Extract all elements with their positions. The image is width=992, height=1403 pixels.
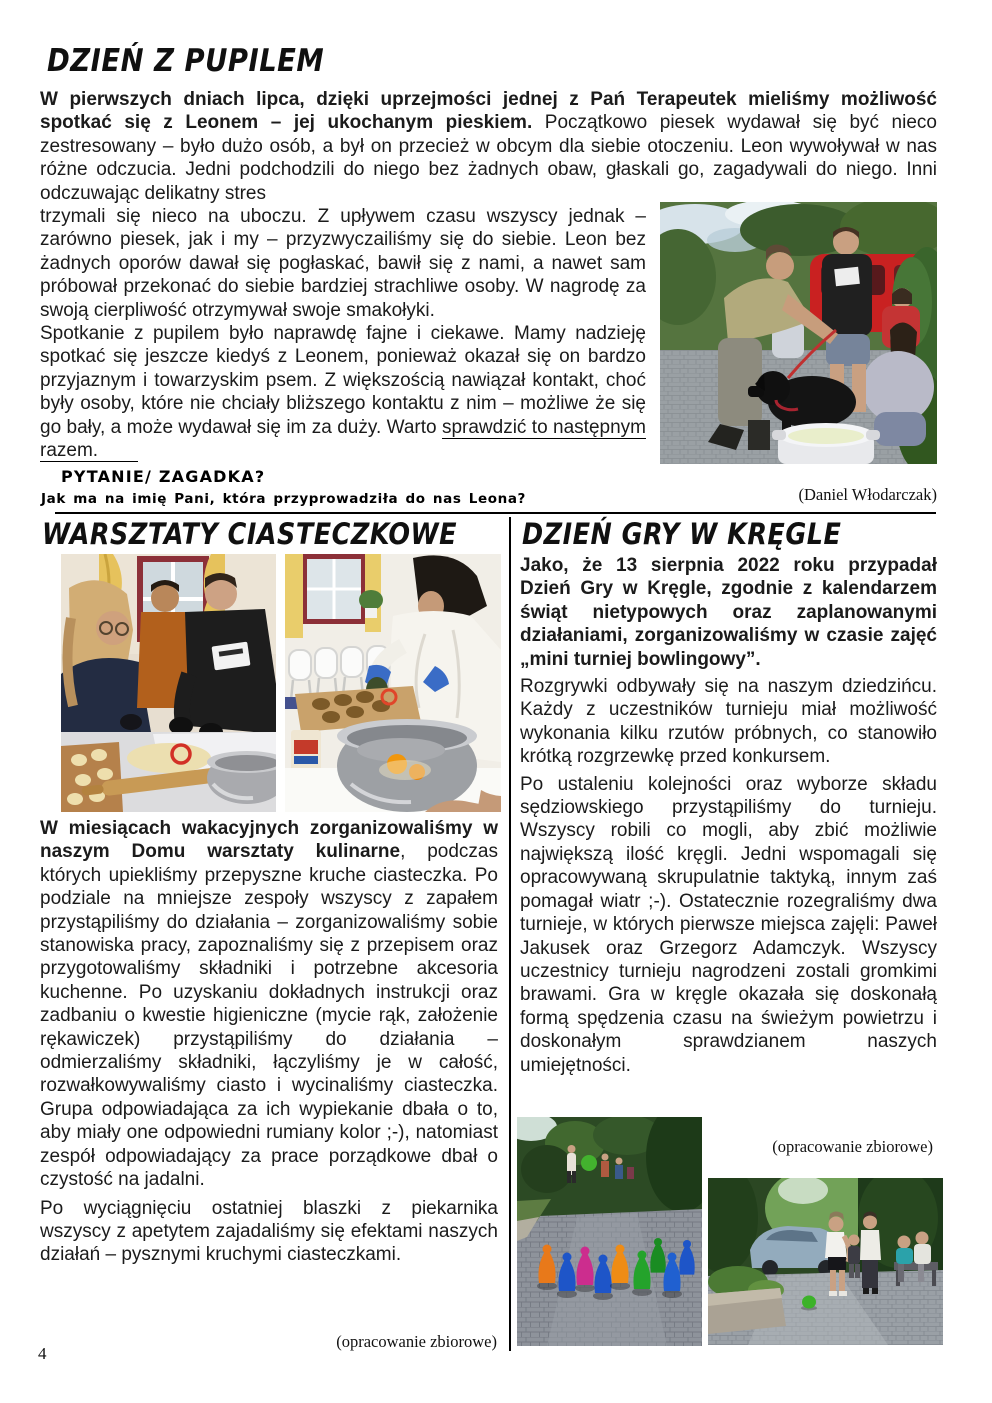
baking-photo-row	[61, 554, 498, 812]
question-heading: PYTANIE/ ZAGADKA?	[61, 467, 266, 486]
bowling-pins-photo	[517, 1117, 702, 1346]
pupil-paragraph-1	[40, 88, 937, 205]
cookies-paragraph-2: Po wyciągnięciu ostatniej blaszki z piekarnika wszyscy z apetytem zajadaliśmy się efektami naszych działań – pysznymi kruchymi ciasteczkami.	[40, 1197, 498, 1266]
bowling-paragraph-2: Po ustaleniu kolejności oraz wyborze składu sędziowskiego przystąpiliśmy do turnieju. Wszyscy robili co mogli, aby zbić możliwie największą ilość kręgli. Jedni wspomagali się opracowywaną skrupulatnie taktyką, innym zaś pomagał wiatr ;-). Ostatecznie rozegraliśmy dwa turnieje, w których pierwsze miejsca zajęli: Paweł Jakusek oraz Grzegorz Adamczyk. Wszyscy uczestnicy turnieju nagrodzeni zostali gromkimi brawami. Gra w kręgle okazała się doskonałą formą spędzenia czasu na świeżym powietrzu i doskonałym sprawdzianem naszych umiejętności.	[520, 773, 937, 1076]
pupil-paragraph-3: Spotkanie z pupilem było naprawdę fajne i ciekawe. Mamy nadzieję spotkać się jeszcze kiedyś z Leonem, ponieważ okazał się on bardzo przyjaznym i towarzyskim psem. Z większością nawiązał kontakt, choć były osoby, które nie chciały bliższego kontaktu z nim – możliwe że się go bały, a może wydawał się im za duży. Warto sprawdzić to następnym razem.	[40, 323, 646, 462]
page-number: 4	[38, 1344, 47, 1363]
article-title-warsztaty: WARSZTATY CIASTECZKOWE	[42, 518, 458, 552]
pupil-intro-rest: Początkowo piesek wydawał się być nieco zestresowany – było dużo osób, a był on przecież w obcym dla siebie otoczeniu. Leon wywoływał w nas różne odczucia. Jedni podchodzili do niego bez żadnych obaw, głaskali go, zagadywali do niego. Inni odczuwając delikatny stres	[40, 112, 937, 204]
pupil-intro-bold: W pierwszych dniach lipca, dzięki uprzejmości jednej z Pań Terapeutek mieliśmy możliwość spotkać się z Leonem – jej ukochanym pieskiem.	[40, 89, 937, 134]
baking-workshop-photo-1	[61, 554, 276, 812]
bowling-paragraph-1: Rozgrywki odbywały się na naszym dziedzińcu. Każdy z uczestników turnieju miał możliwość wykonania kilku rzutów próbnych, co stanowiło krótką rozgrzewkę przed konkursem.	[520, 676, 937, 768]
article-title-kregle: DZIEŃ GRY W KRĘGLE	[522, 518, 842, 552]
question-text: Jak ma na imię Pani, która przyprowadziła do nas Leona?	[41, 491, 526, 507]
baking-workshop-photo-2	[285, 554, 501, 812]
bowling-intro: Jako, że 13 sierpnia 2022 roku przypadał Dzień Gry w Kręgle, zgodnie z kalendarzem świąt nietypowych oraz zaplanowanymi działaniami, zorganizowaliśmy w czasie zajęć „mini turniej bowlingowy”.	[520, 555, 937, 670]
article-warsztaty-ciasteczkowe	[40, 520, 498, 1360]
bowling-credit: (opracowanie zbiorowe)	[772, 1137, 933, 1156]
pupil-paragraph-2: trzymali się nieco na uboczu. Z upływem czasu wszyscy jednak – zarówno piesek, jak i my – przyzwyczailiśmy się do siebie. Leon bez żadnych oporów dawał się pogłaskać, bawił się z nami, a nawet sam próbował przekonać do siebie bardziej strachliwe osoby. W nagrodę za swoją cierpliwość otrzymywał swoje smakołyki.	[40, 206, 646, 321]
horizontal-divider	[55, 512, 936, 514]
cookies-credit: (opracowanie zbiorowe)	[336, 1332, 497, 1351]
underlined-phrase: sprawdzić to następnym razem.	[40, 416, 646, 462]
cookies-intro-bold: W miesiącach wakacyjnych zorganizowaliśmy w naszym Domu warsztaty kulinarne	[40, 818, 498, 863]
author-credit: (Daniel Włodarczak)	[798, 485, 937, 504]
article-title-pupil: DZIEŃ Z PUPILEM	[47, 42, 325, 79]
bowling-game-photo	[708, 1178, 943, 1345]
dog-meeting-photo	[660, 202, 937, 464]
article-dzien-gry-w-kregle	[520, 520, 937, 1360]
column-divider	[509, 517, 511, 1351]
article-dzien-z-pupilem	[40, 44, 937, 522]
cookies-paragraph-1: W miesiącach wakacyjnych zorganizowaliśmy w naszym Domu warsztaty kulinarne, podczas których upiekliśmy przepyszne kruche ciasteczka. Po podziale na mniejsze zespoły wszyscy z zapałem przystąpiliśmy do działania – zorganizowaliśmy sobie stanowiska pracy, zapoznaliśmy się z przepisem oraz przygotowaliśmy składniki i potrzebne akcesoria kuchenne. Po uzyskaniu dokładnych instrukcji oraz zadbaniu o kwestie higieniczne (mycie rąk, założenie rękawiczek) przystąpiliśmy do działania – odmierzaliśmy składniki, łączyliśmy je w całość, rozwałkowywaliśmy ciasto i wycinaliśmy ciasteczka. Grupa odpowiadająca za ich wypiekanie dbała o to, aby miały one odpowiedni rumiany kolor ;-), natomiast zespół odpowiadający za prace porządkowe dbał o czystość na jadalni.	[40, 818, 498, 1191]
